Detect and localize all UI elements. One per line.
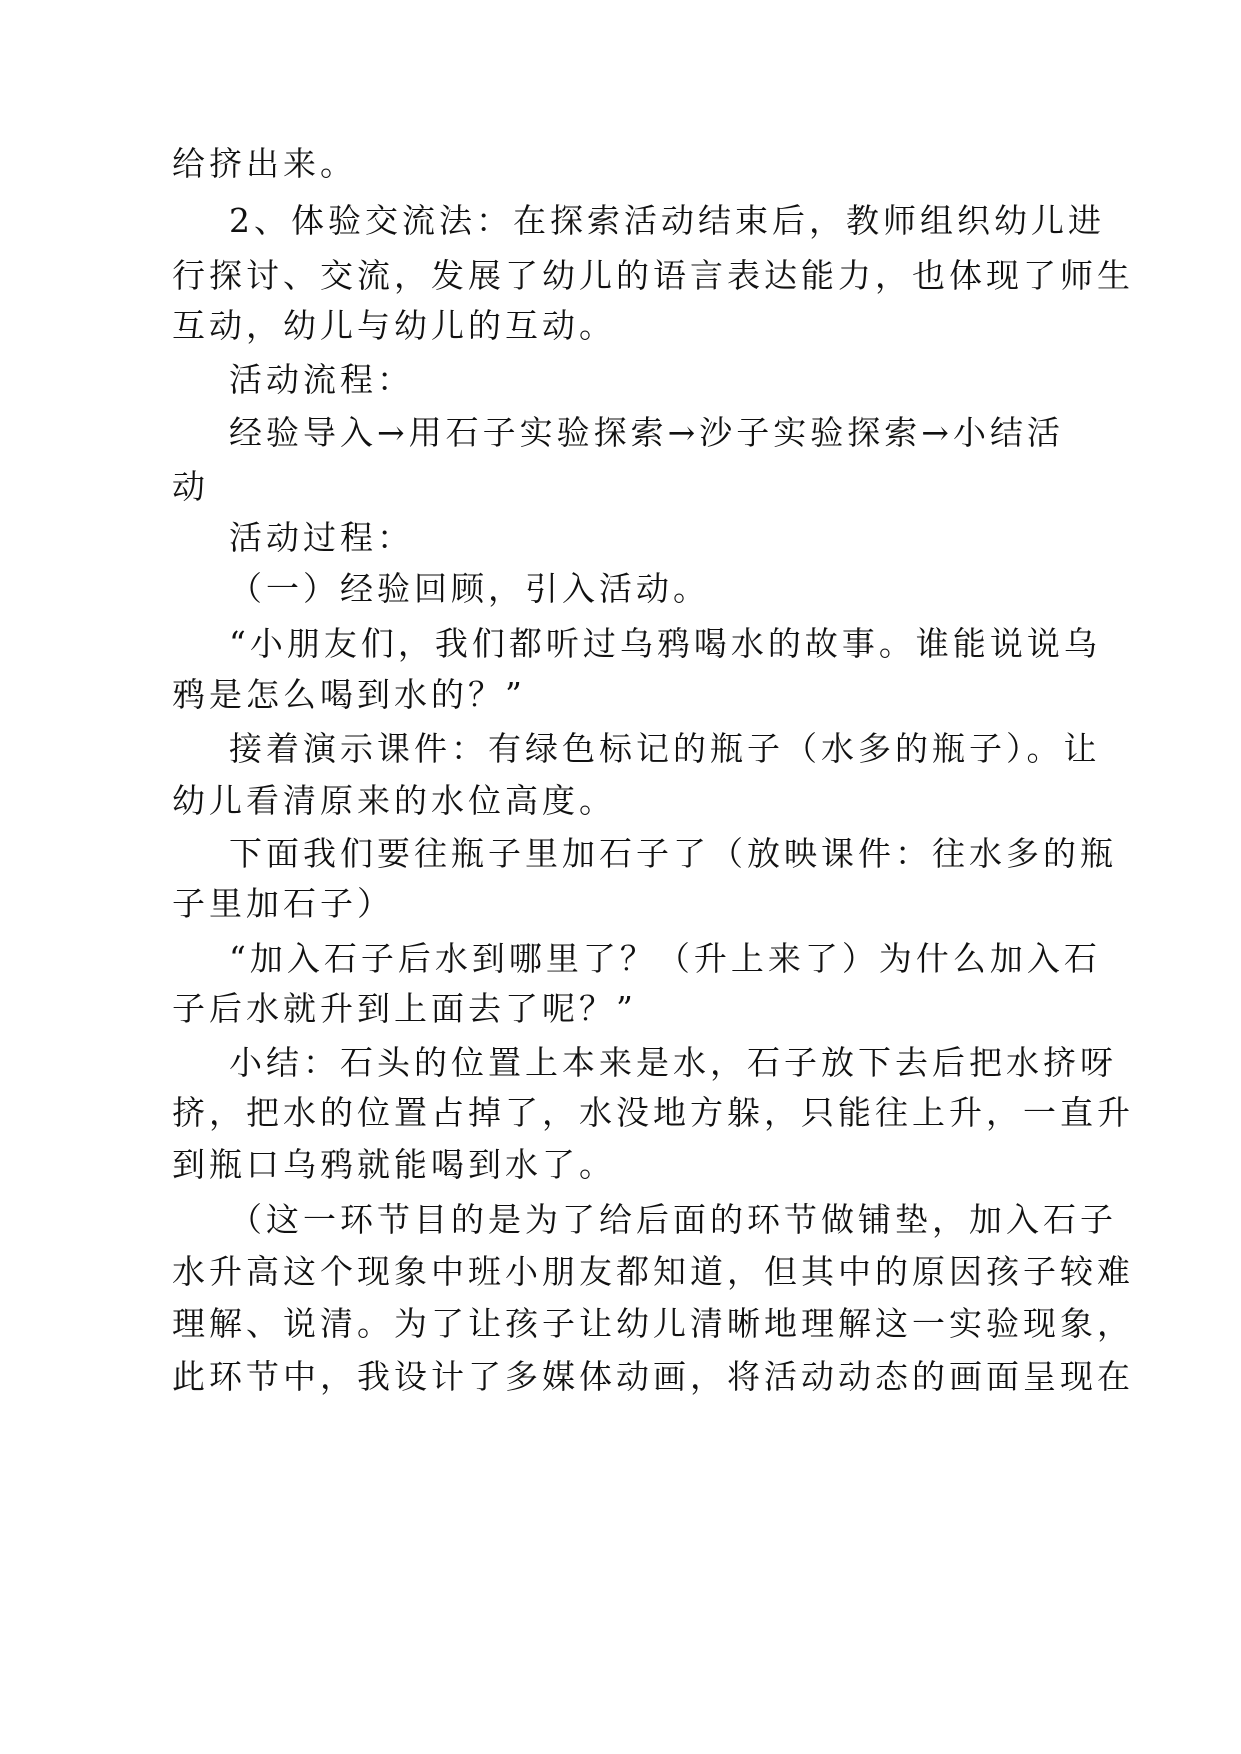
text-line: 水升高这个现象中班小朋友都知道，但其中的原因孩子较难 [172, 1252, 1134, 1291]
text-line: 活动过程： [229, 518, 414, 557]
text-line: 挤，把水的位置占掉了，水没地方躲，只能往上升，一直升 [172, 1093, 1134, 1132]
text-line: 下面我们要往瓶子里加石子了（放映课件：往水多的瓶 [229, 834, 1117, 873]
text-line: （一）经验回顾，引入活动。 [229, 569, 710, 608]
text-line: 接着演示课件：有绿色标记的瓶子（水多的瓶子）。让 [229, 729, 1101, 768]
text-line: 子里加石子） [172, 884, 394, 923]
text-line: 到瓶口乌鸦就能喝到水了。 [172, 1145, 616, 1184]
text-line: 动 [172, 467, 209, 506]
text-line: 活动流程： [229, 360, 414, 399]
text-line: 给挤出来。 [172, 144, 357, 183]
text-line: 2、体验交流法：在探索活动结束后，教师组织幼儿进 [229, 201, 1105, 240]
text-line: “加入石子后水到哪里了？（升上来了）为什么加入石 [229, 939, 1101, 978]
text-line: （这一环节目的是为了给后面的环节做铺垫，加入石子 [229, 1200, 1117, 1239]
text-line: 幼儿看清原来的水位高度。 [172, 781, 616, 820]
text-line: 鸦是怎么喝到水的？” [172, 675, 526, 714]
text-line: “小朋友们，我们都听过乌鸦喝水的故事。谁能说说乌 [229, 624, 1101, 663]
text-line: 子后水就升到上面去了呢？” [172, 989, 637, 1028]
text-line: 行探讨、交流，发展了幼儿的语言表达能力，也体现了师生 [172, 256, 1134, 295]
text-line: 理解、说清。为了让孩子让幼儿清晰地理解这一实验现象， [172, 1304, 1134, 1343]
text-line: 经验导入→用石子实验探索→沙子实验探索→小结活 [229, 413, 1064, 452]
text-line: 小结：石头的位置上本来是水，石子放下去后把水挤呀 [229, 1043, 1117, 1082]
text-line: 互动，幼儿与幼儿的互动。 [172, 306, 616, 345]
text-line: 此环节中，我设计了多媒体动画，将活动动态的画面呈现在 [172, 1357, 1134, 1396]
